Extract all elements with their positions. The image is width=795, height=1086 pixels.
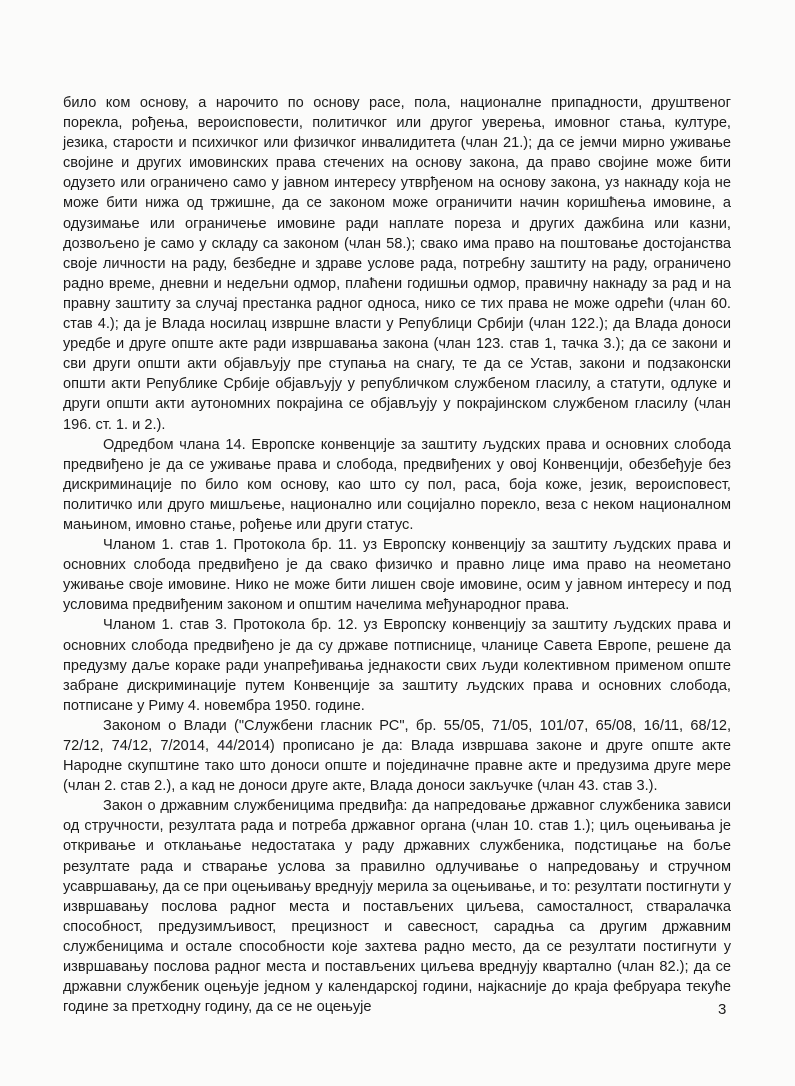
paragraph-echr-article-14: Одредбом члана 14. Европске конвенције за заштиту људских права и основних слобода предвиђено је да се уживање права и слобода, предвиђених у овој Конвенцији, обезбеђује без дискриминације по било ком основу, као што су пол, раса, боја коже, језик, вероисповест, политичко или друго мишљење, национално или социјално порекло, веза с неком националном мањином, имовно стање, рођење или други статус. <box>63 436 731 533</box>
paragraph-civil-servants-law: Закон о државним службеницима предвиђа: да напредовање државног службеника зависи од стручности, резултата рада и потреба државног органа (члан 10. став 1.); циљ оцењивања је откривање и отклањање недостатака у раду државних службеника, подстицање на боље резултате рада и стварање услова за правилно одлучивање о напредовању и стручном усавршавању, да се при оцењивању вреднују мерила за оцењивање, и то: резултати постигнути у извршавању послова радног места и постављених циљева, самосталност, стваралачка способност, предузимљивост, прецизност и савесност, сарадња са другим државним службеницима и остале способности које захтева радно место, да се резултати постигнути у извршавању послова радног места и постављених циљева вреднују квартално (члан 82.); да се државни службеник оцењује једном у календарској години, најкасније до краја фебруара текуће године за претходну годину, да се не оцењује <box>63 798 731 1016</box>
page-number: 3 <box>718 1001 727 1018</box>
paragraph-constitution-continuation: било ком основу, а нарочито по основу расе, пола, националне припадности, друштвеног порекла, рођења, вероисповести, политичког или другог уверења, имовног стања, културе, језика, старости и психичког или физичког инвалидитета (члан 21.); да се јемчи мирно уживање својине и других имовинских права стечених на основу закона, да право својине може бити одузето или ограничено само у јавном интересу утврђеном на основу закона, уз накнаду која не може бити нижа од тржишне, да се законом може ограничити начин коришћења имовине, а одузимање или ограничење имовине ради наплате пореза и других дажбина или казни, дозвољено је само у складу са законом (члан 58.); свако има право на поштовање достојанства своје личности на раду, безбедне и здраве услове рада, потребну заштиту на раду, ограничено радно време, дневни и недељни одмор, плаћени годишњи одмор, правичну накнаду за рад и на правну заштиту за случај престанка радног односа, нико се тих права не може одрећи (члан 60. став 4.); да је Влада носилац извршне власти у Републици Србији (члан 122.); да Влада доноси уредбе и друге опште акте ради извршавања закона (члан 123. став 1, тачка 3.); да се закони и сви други општи акти објављују пре ступања на снагу, те да се Устав, закони и подзаконски општи акти Републике Србије објављују у републичком службеном гласилу, а статути, одлуке и други општи акти аутономних покрајина се објављују у покрајинском службеном гласилу (члан 196. ст. 1. и 2.). <box>63 95 731 433</box>
body-text <box>63 93 731 1017</box>
paragraph-protocol-11: Чланом 1. став 1. Протокола бр. 11. уз Европску конвенцију за заштиту људских права и основних слобода предвиђено је да свако физичко и правно лице има право на неометано уживање своје имовине. Нико не може бити лишен своје имовине, осим у јавном интересу и под условима предвиђеним законом и општим начелима међународног права. <box>63 537 731 614</box>
paragraph-protocol-12: Чланом 1. став 3. Протокола бр. 12. уз Европску конвенцију за заштиту људских права и основних слобода предвиђено је да су државе потписнице, чланице Савета Европе, решене да предузму даље кораке ради унапређивања једнакости свих људи колективном применом опште забране дискриминације путем Конвенције за заштиту људских права и основних слобода, потписане у Риму 4. новембра 1950. године. <box>63 617 731 714</box>
paragraph-law-on-government: Законом о Влади ("Службени гласник РС", бр. 55/05, 71/05, 101/07, 65/08, 16/11, 68/12, 72/12, 74/12, 7/2014, 44/2014) прописано је да: Влада извршава законе и друге опште акте Народне скупштине тако што доноси опште и појединачне правне акте и предузима друге мере (члан 2. став 2.), а кад не доноси друге акте, Влада доноси закључке (члан 43. став 3.). <box>63 717 731 795</box>
